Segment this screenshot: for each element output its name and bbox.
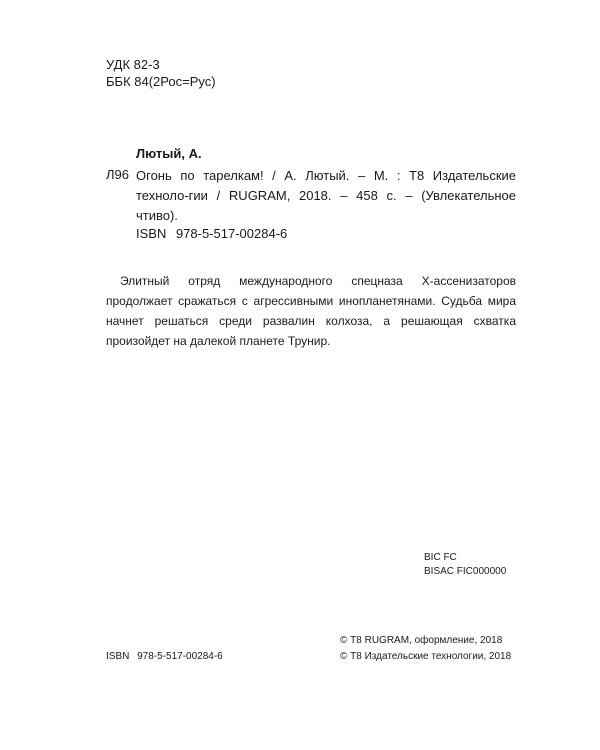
isbn-bottom: ISBN 978-5-517-00284-6 <box>106 651 223 662</box>
copyright-design: © Т8 RUGRAM, оформление, 2018 <box>340 635 503 646</box>
bibliographic-description: Огонь по тарелкам! / А. Лютый. – М. : Т8 Издательские техноло-гии / RUGRAM, 2018. – 458 с. – (Увлекательное чтиво). <box>136 168 516 223</box>
annotation: Элитный отряд международного спецназа Х-ассенизаторов продолжает сражаться с агрессивными инопланетянами. Судьба мира начнет решаться среди развалин колхоза, а решающая схватка произойдет на далекой планете Трунир. <box>106 274 516 348</box>
author-heading: Лютый, А. <box>136 146 202 161</box>
udk-code: УДК 82-3 <box>106 57 160 72</box>
copyright-publisher: © Т8 Издательские технологии, 2018 <box>340 651 512 662</box>
isbn-main: ISBN 978-5-517-00284-6 <box>136 226 288 241</box>
bic-code: BIC FC <box>424 552 457 563</box>
author-code: Л96 <box>106 167 129 182</box>
bbk-code: ББК 84(2Рос=Рус) <box>106 74 216 89</box>
bisac-code: BISAC FIC000000 <box>424 566 507 577</box>
